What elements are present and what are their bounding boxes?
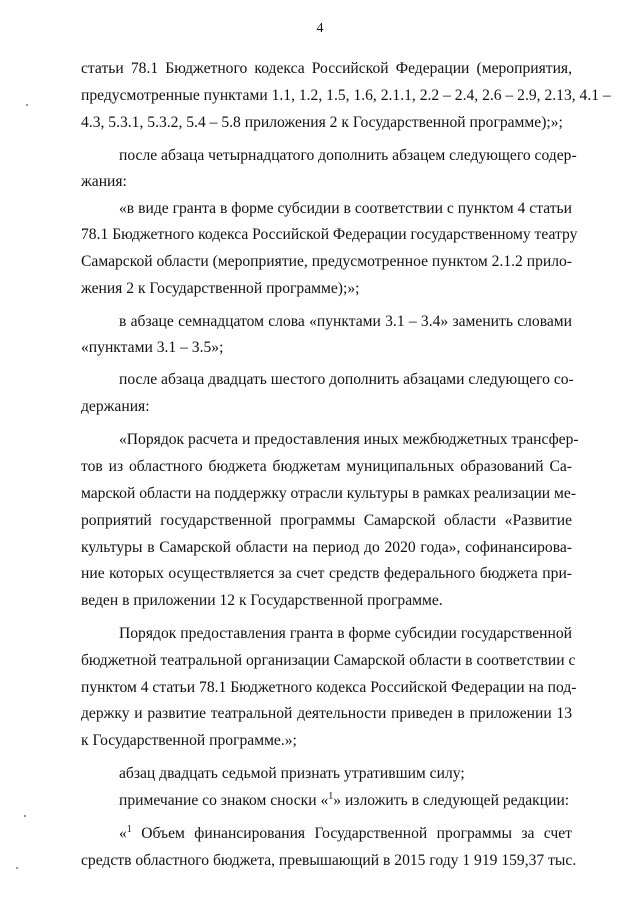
text-line: культуры в Самарской области на период до 2020 года», софинансирова- bbox=[81, 539, 572, 556]
text-line: жения 2 к Государственной программе);»; bbox=[81, 280, 360, 297]
text-line: после абзаца четырнадцатого дополнить абзацем следующего содер- bbox=[119, 147, 577, 164]
footnote-marker: 1 bbox=[328, 791, 334, 802]
text-line: в абзаце семнадцатом слова «пунктами 3.1 – 3.4» заменить словами bbox=[119, 313, 572, 330]
text-line: к Государственной программе.»; bbox=[81, 732, 297, 749]
text-line: роприятий государственной программы Самарской области «Развитие bbox=[81, 512, 572, 529]
scan-speck bbox=[26, 104, 28, 106]
text-line: бюджетной театральной организации Самарской области в соответствии с bbox=[81, 652, 576, 669]
text-line: тов из областного бюджета бюджетам муниципальных образований Са- bbox=[81, 458, 572, 475]
text-line: средств областного бюджета, превышающий в 2015 году 1 919 159,37 тыс. bbox=[81, 852, 577, 869]
text-line: Самарской области (мероприятие, предусмотренное пунктом 2.1.2 прило- bbox=[81, 253, 572, 270]
text-line: марской области на поддержку отрасли культуры в рамках реализации ме- bbox=[81, 485, 577, 502]
text-line: держания: bbox=[81, 398, 150, 415]
text-fragment: Объем финансирования Государственной программы за счет bbox=[131, 825, 572, 842]
text-line: «Порядок расчета и предоставления иных межбюджетных трансфер- bbox=[119, 431, 579, 448]
text-line: статьи 78.1 Бюджетного кодекса Российской Федерации (мероприятия, bbox=[81, 60, 572, 77]
text-line: ние которых осуществляется за счет средств федерального бюджета при- bbox=[81, 565, 572, 582]
page-number: 4 bbox=[316, 21, 324, 36]
text-line: держку и развитие театральной деятельности приведен в приложении 13 bbox=[81, 705, 572, 722]
text-line: 4.3, 5.3.1, 5.3.2, 5.4 – 5.8 приложения 2 к Государственной программе);»; bbox=[81, 114, 563, 131]
text-line: 78.1 Бюджетного кодекса Российской Федерации государственному театру bbox=[81, 226, 578, 243]
text-line: после абзаца двадцать шестого дополнить абзацами следующего со- bbox=[119, 371, 574, 388]
text-line: Порядок предоставления гранта в форме субсидии государственной bbox=[119, 625, 572, 642]
scan-speck bbox=[16, 867, 18, 869]
footnote-text-line bbox=[119, 824, 572, 844]
text-line: жания: bbox=[81, 173, 127, 190]
text-line: предусмотренные пунктами 1.1, 1.2, 1.5, 1.6, 2.1.1, 2.2 – 2.4, 2.6 – 2.9, 2.13, 4.1 – bbox=[81, 87, 611, 104]
scan-speck bbox=[24, 815, 26, 817]
text-line: «в виде гранта в форме субсидии в соответствии с пунктом 4 статьи bbox=[119, 200, 572, 217]
text-fragment: « bbox=[119, 825, 127, 842]
text-line: «пунктами 3.1 – 3.5»; bbox=[81, 339, 224, 356]
text-line: веден в приложении 12 к Государственной программе. bbox=[81, 592, 443, 609]
footnote-marker: 1 bbox=[126, 824, 132, 835]
text-line: абзац двадцать седьмой признать утратившим силу; bbox=[119, 765, 465, 782]
footnote-instruction-line bbox=[119, 791, 569, 811]
text-fragment: » изложить в следующей редакции: bbox=[333, 792, 570, 809]
text-fragment: примечание со знаком сноски « bbox=[119, 792, 329, 809]
text-line: пунктом 4 статьи 78.1 Бюджетного кодекса Российской Федерации на под- bbox=[81, 679, 577, 696]
